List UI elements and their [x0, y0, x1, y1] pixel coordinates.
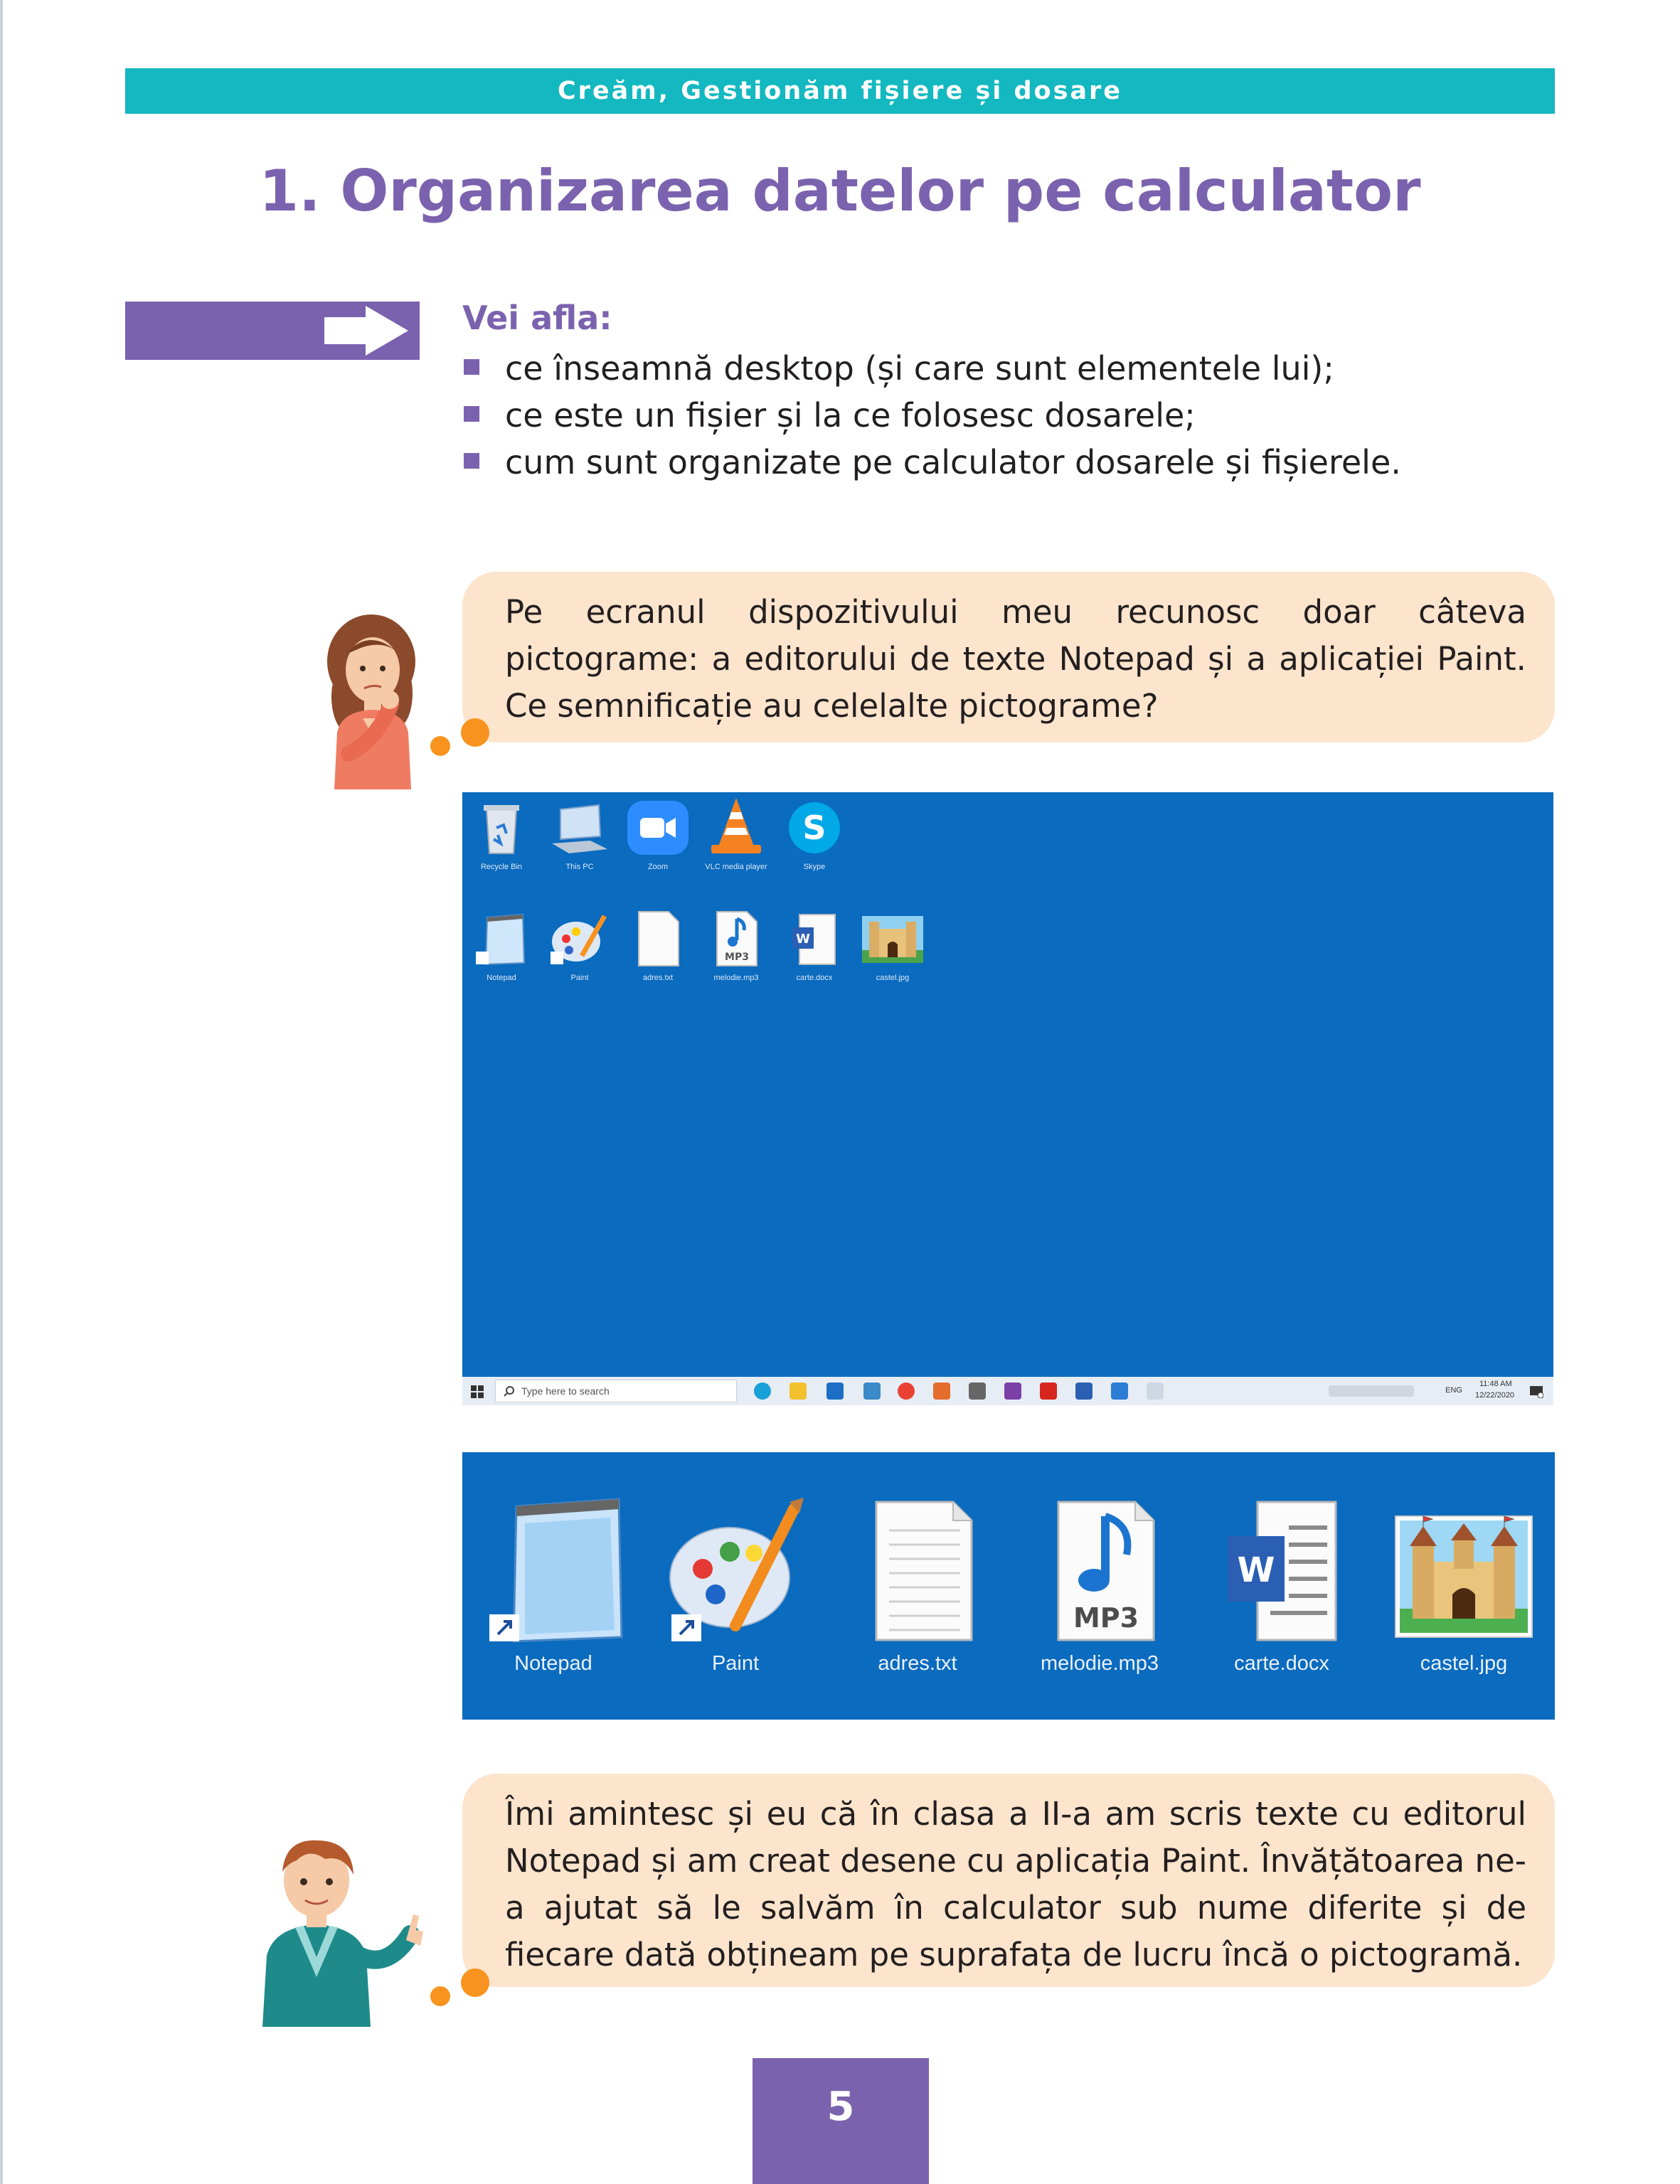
svg-text:S: S — [802, 809, 826, 847]
bubble-dot — [430, 1986, 450, 2006]
learn-list — [462, 345, 1401, 486]
computer-icon — [548, 799, 612, 856]
word-icon[interactable] — [1075, 1383, 1092, 1400]
word-file-icon — [790, 910, 839, 967]
desktop-icon-recycle-bin[interactable]: Recycle Bin — [462, 799, 541, 871]
strip-item-adres-txt[interactable]: adres.txt — [839, 1495, 996, 1676]
strip-item-notepad[interactable]: Notepad — [475, 1495, 632, 1676]
learn-heading: Vei afla: — [462, 299, 612, 337]
svg-text:MP3: MP3 — [725, 952, 749, 963]
text-file-icon — [633, 910, 683, 967]
paint-palette-icon — [548, 910, 612, 967]
paint-palette-icon — [664, 1495, 807, 1644]
desktop-icon-carte-docx[interactable]: W carte.docx — [775, 910, 854, 982]
desktop-icon-notepad[interactable]: Notepad — [462, 910, 541, 982]
svg-text:W: W — [796, 932, 810, 947]
tray-icons[interactable] — [1329, 1385, 1414, 1397]
clock-date[interactable]: 12/22/2020 — [1475, 1391, 1515, 1400]
right-arrow-icon — [316, 304, 415, 357]
desktop-icon-zoom[interactable]: Zoom — [619, 799, 697, 871]
notepad-icon — [482, 1495, 624, 1644]
bubble-dot — [461, 718, 489, 747]
edge-icon[interactable] — [754, 1383, 771, 1400]
boy-pointing-illustration — [245, 1835, 423, 2027]
desktop-icon-adres-txt[interactable]: adres.txt — [619, 910, 697, 982]
learn-arrow-bar — [125, 302, 420, 360]
file-explorer-icon[interactable] — [790, 1383, 807, 1400]
app-icon[interactable] — [933, 1383, 950, 1400]
castle-image-icon — [861, 910, 925, 967]
mp3-file-icon — [711, 910, 761, 967]
clock-time[interactable]: 11:48 AM — [1479, 1380, 1512, 1388]
strip-item-castel-jpg[interactable]: castel.jpg — [1386, 1495, 1542, 1676]
page-edge — [0, 0, 3, 2184]
recycle-bin-icon — [477, 799, 526, 856]
page-title: 1. Organizarea datelor pe calculator — [259, 158, 1421, 224]
word-badge: W — [1237, 1550, 1275, 1590]
girl-thinking-illustration — [320, 612, 427, 789]
castle-image-icon — [1393, 1495, 1535, 1644]
desktop-icon-castel-jpg[interactable]: castel.jpg — [854, 910, 932, 982]
desktop-icon-skype[interactable]: S Skype — [775, 799, 854, 871]
desktop-icon-this-pc[interactable]: This PC — [541, 799, 619, 871]
page-number: 5 — [753, 2058, 929, 2184]
taskbar-search-placeholder: Type here to search — [521, 1385, 610, 1397]
file-icons-strip — [462, 1452, 1555, 1720]
desktop-icon-vlc[interactable]: VLC media player — [697, 797, 775, 871]
chapter-header — [125, 68, 1555, 114]
strip-item-melodie-mp3[interactable]: MP3 melodie.mp3 — [1021, 1495, 1178, 1676]
app-icon[interactable] — [863, 1383, 881, 1400]
mail-icon[interactable] — [826, 1383, 844, 1400]
strip-item-carte-docx[interactable]: W carte.docx — [1203, 1495, 1360, 1676]
zoom-icon — [626, 799, 690, 856]
notepad-icon — [473, 910, 530, 967]
paint-icon[interactable] — [1147, 1383, 1164, 1400]
onenote-icon[interactable] — [1004, 1383, 1021, 1400]
vlc-cone-icon — [704, 797, 768, 856]
search-icon — [504, 1385, 515, 1397]
desktop-icon-paint[interactable]: Paint — [541, 910, 619, 982]
text-file-icon — [846, 1495, 989, 1644]
desktop-icon-melodie-mp3[interactable]: MP3 melodie.mp3 — [697, 910, 775, 982]
word-file-icon — [1211, 1495, 1353, 1644]
bubble-dot — [461, 1969, 489, 1997]
list-item: ce este un fișier și la ce folosesc dosarele; — [462, 392, 1401, 439]
app-icon[interactable] — [969, 1383, 986, 1400]
girl-speech-bubble: Pe ecranul dispozitivului meu recunosc doar câteva pictograme: a editorului de texte Notepad și a aplicației Paint. Ce semnificație au celelalte pictograme? — [462, 572, 1555, 742]
windows-start-icon[interactable] — [471, 1385, 484, 1398]
bubble-dot — [430, 736, 450, 756]
acrobat-icon[interactable] — [1040, 1383, 1057, 1400]
strip-item-paint[interactable]: Paint — [657, 1495, 814, 1676]
mp3-badge: MP3 — [1073, 1602, 1139, 1634]
mp3-file-icon — [1028, 1495, 1171, 1644]
boy-speech-bubble: Îmi amintesc și eu că în clasa a II-a am scris texte cu editorul Notepad și am creat desene cu aplicația Paint. Învățătoarea ne-a ajutat să le salvăm în calculator sub nume diferite și de fiecare dată obțineam pe suprafața de lucru încă o pictogramă. — [462, 1774, 1555, 1987]
taskbar-search-input[interactable] — [495, 1380, 737, 1402]
skype-icon — [782, 799, 846, 856]
list-item: ce înseamnă desktop (și care sunt elementele lui); — [462, 345, 1401, 392]
photos-icon[interactable] — [1111, 1383, 1128, 1400]
notification-icon[interactable] — [1529, 1385, 1543, 1398]
chrome-icon[interactable] — [898, 1383, 915, 1400]
taskbar — [462, 1377, 1553, 1405]
desktop-screenshot — [462, 792, 1553, 1405]
language-indicator[interactable]: ENG — [1445, 1386, 1462, 1395]
list-item: cum sunt organizate pe calculator dosarele și fișierele. — [462, 439, 1401, 486]
chapter-title: Creăm, Gestionăm fișiere și dosare — [557, 77, 1123, 105]
